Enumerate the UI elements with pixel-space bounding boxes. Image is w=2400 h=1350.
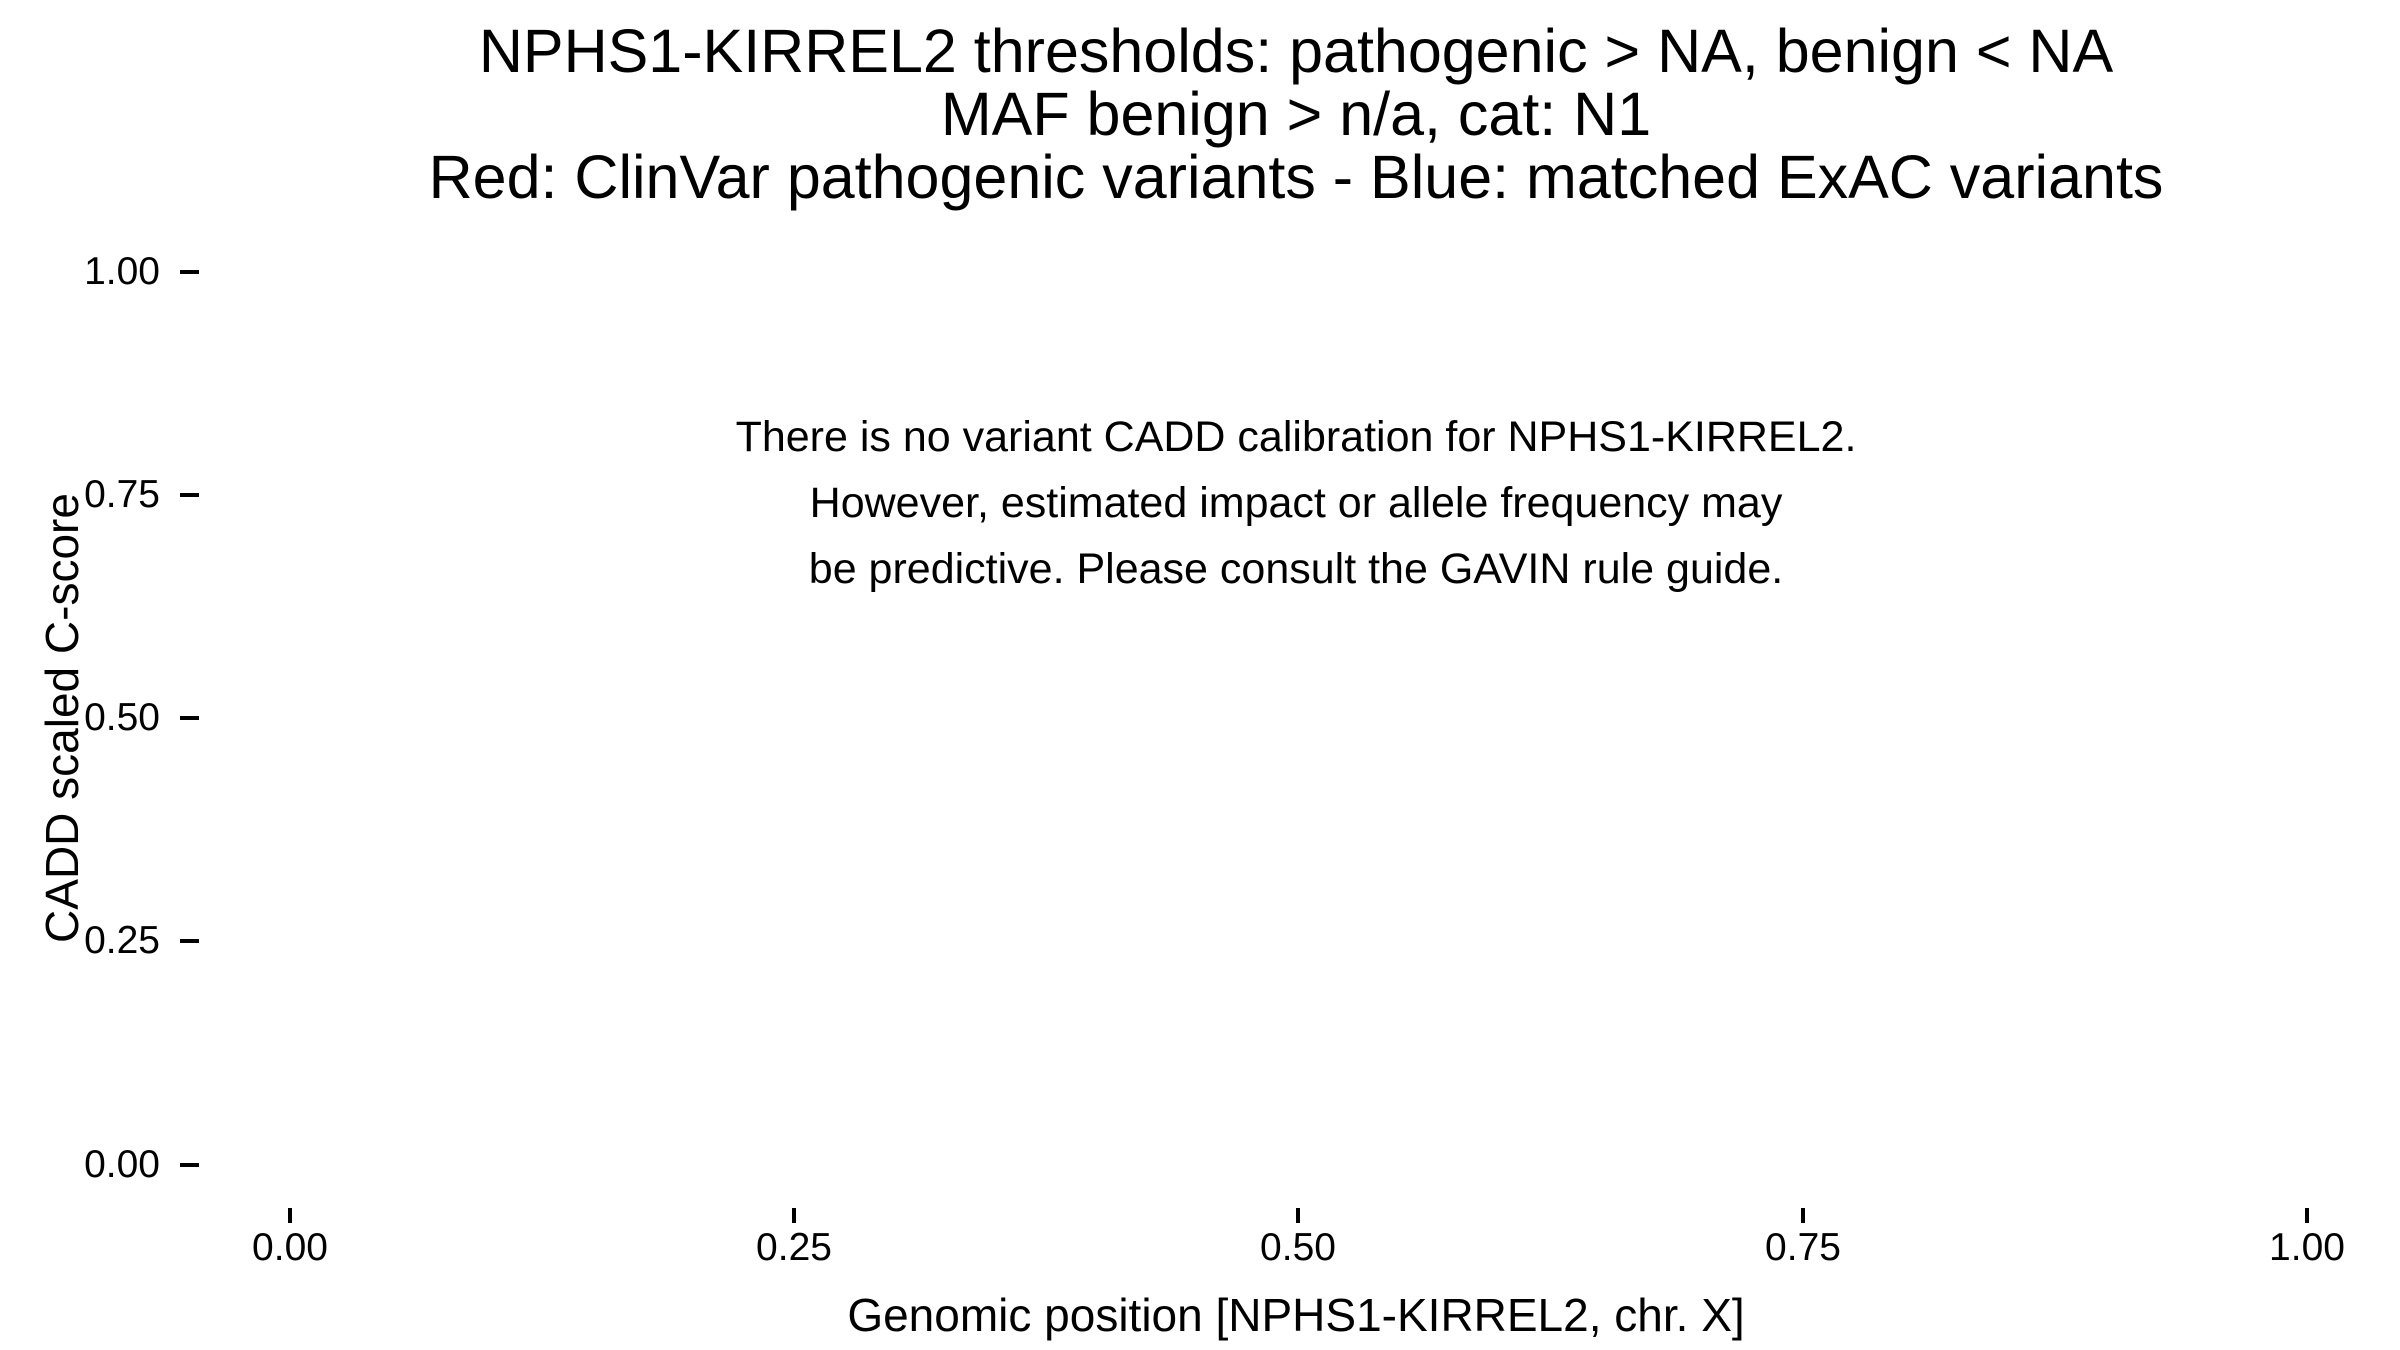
x-tick-mark [288, 1208, 292, 1223]
annotation-line-1: There is no variant CADD calibration for NPHS1-KIRREL2. [735, 413, 1857, 461]
no-calibration-annotation [192, 404, 2400, 602]
x-tick-label-0.50: 0.50 [1260, 1226, 1336, 1269]
x-axis-title: Genomic position [NPHS1-KIRREL2, chr. X] [847, 1289, 1745, 1341]
x-tick-label-0.75: 0.75 [1765, 1226, 1841, 1269]
x-tick-mark [792, 1208, 796, 1223]
x-tick-mark [1296, 1208, 1300, 1223]
plot-title-line-1: NPHS1-KIRREL2 thresholds: pathogenic > NA, benign < NA [478, 17, 2114, 85]
annotation-line-2: However, estimated impact or allele frequency may [809, 479, 1783, 527]
plot-title-line-3: Red: ClinVar pathogenic variants - Blue: matched ExAC variants [428, 143, 2164, 211]
x-tick-label-1.00: 1.00 [2269, 1226, 2345, 1269]
x-tick-mark [1801, 1208, 1805, 1223]
y-tick-mark [180, 716, 199, 720]
y-axis-title: CADD scaled C-score [36, 493, 88, 943]
plot-title-line-2: MAF benign > n/a, cat: N1 [940, 80, 1652, 148]
y-tick-mark [180, 1163, 199, 1167]
x-tick-label-0.25: 0.25 [756, 1226, 832, 1269]
plot-title [192, 17, 2400, 211]
x-tick-label-0.00: 0.00 [252, 1226, 328, 1269]
x-tick-mark [2305, 1208, 2309, 1223]
y-tick-label-1.00: 1.00 [84, 250, 160, 293]
annotation-line-3: be predictive. Please consult the GAVIN rule guide. [808, 545, 1784, 593]
y-tick-label-0.25: 0.25 [84, 919, 160, 962]
y-tick-label-0.75: 0.75 [84, 473, 160, 516]
y-tick-mark [180, 939, 199, 943]
y-tick-label-0.00: 0.00 [84, 1143, 160, 1186]
y-tick-mark [180, 270, 199, 274]
y-tick-label-0.50: 0.50 [84, 696, 160, 739]
